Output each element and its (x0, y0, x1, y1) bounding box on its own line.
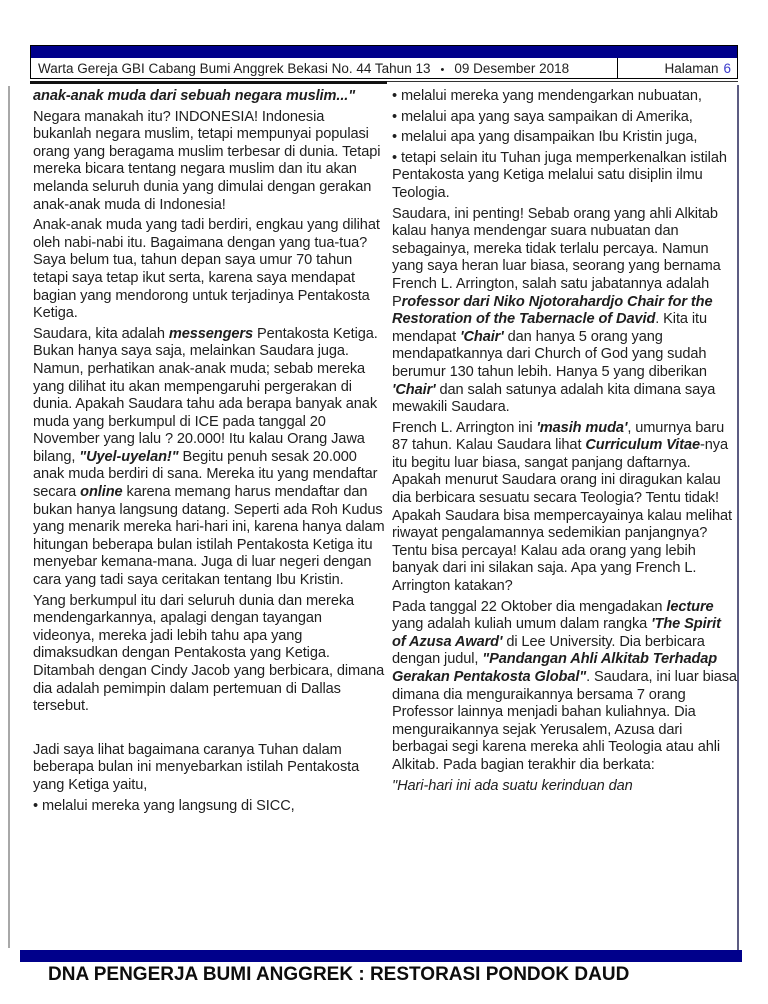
footer-navy-bar (20, 950, 742, 962)
left-column (33, 88, 385, 948)
paragraph: Saudara, kita adalah messengers Pentakosta Ketiga. Bukan hanya saya saja, melainkan Saudara juga. Namun, perhatikan anak-anak muda; sebab mereka yang dilihat itu akan mempengaruhi pergerakan di dunia. Apakah Saudara tahu ada berapa banyak anak muda yang berkumpul di ICE pada tanggal 20 November yang lalu ? 20.000! Itu kalau Orang Jawa bilang, "Uyel-uyelan!" Begitu penuh sesak 20.000 anak muda berdiri di sana. Mereka itu yang mendaftar secara online karena memang harus mendaftar dan bukan hanya langsung datang. Seperti ada Roh Kudus yang menarik mereka hari-hari ini, karena hanya dalam hitungan beberapa bulan istilah Pentakosta Ketiga itu menyebar kemana-mana. Juga di luar negeri dengan cara yang tadi saya ceritakan tentang Ibu Kristin. (33, 325, 385, 589)
page-header (30, 45, 738, 79)
paragraph: • melalui mereka yang langsung di SICC, (33, 797, 295, 814)
paragraph: French L. Arrington ini 'masih muda', umurnya baru 87 tahun. Kalau Saudara lihat Curriculum Vitae-nya itu begitu luar biasa, sangat panjang daftarnya. Apakah menurut Saudara orang ini diragukan kalau dia berbicara sesuatu secara Teologia? Tentu tidak! Apakah Saudara bisa mempercayainya kalau melihat riwayat pengalamannya sedemikian panjangnya? Tentu bisa percaya! Kalau ada orang yang lebih banyak dari ini silakan saja. Apa yang French L. Arrington katakan? (392, 419, 732, 595)
paragraph: • melalui apa yang saya sampaikan di Amerika, (392, 108, 693, 125)
page-number: 6 (723, 61, 731, 76)
paragraph: • melalui mereka yang mendengarkan nubuatan, (392, 88, 702, 104)
page-label: Halaman (664, 61, 719, 76)
newsletter-title (31, 61, 617, 76)
article-body (33, 88, 737, 948)
paragraph: Negara manakah itu? INDONESIA! Indonesia bukanlah negara muslim, tetapi mempunyai populasi orang yang beragama muslim terbesar di dunia. Tetapi mereka bicara tentang negara muslim dan itu akan melanda seluruh dunia yang dimulai dengan gerakan anak-anak muda di Indonesia! (33, 108, 381, 213)
paragraph: • tetapi selain itu Tuhan juga memperkenalkan istilah Pentakosta yang Ketiga melalui satu disiplin ilmu Teologia. (392, 149, 727, 201)
paragraph: Jadi saya lihat bagaimana caranya Tuhan dalam beberapa bulan ini menyebarkan istilah Pentakosta yang Ketiga yaitu, (33, 741, 360, 793)
title-bullet: • (440, 64, 445, 76)
paragraph: "Hari-hari ini ada suatu kerinduan dan (392, 777, 633, 794)
scan-artifact-line (8, 86, 10, 948)
page-edge-line (737, 85, 739, 950)
paragraph: Anak-anak muda yang tadi berdiri, engkau yang dilihat oleh nabi-nabi itu. Bagaimana dengan yang tua-tua? Saya belum tua, tahun depan saya umur 70 tahun tetapi saya tetap ikut serta, karena saya mendapat bagian yang mendorong untuk terjadinya Pentakosta Ketiga. (33, 217, 380, 322)
header-navy-bar (31, 46, 737, 58)
paragraph: • melalui apa yang disampaikan Ibu Kristin juga, (392, 129, 698, 146)
paragraph: anak-anak muda dari sebuah negara muslim..." (33, 88, 356, 104)
paragraph: Yang berkumpul itu dari seluruh dunia dan mereka mendengarkannya, apalagi dengan tayangan videonya, mereka jadi lebih tahu apa yang dimaksudkan dengan Pentakosta yang Ketiga. Ditambah dengan Cindy Jacob yang berbicara, dimana dia adalah pemimpin dalam pertemuan di Dallas tersebut. (33, 592, 385, 715)
footer-slogan: DNA PENGERJA BUMI ANGGREK : RESTORASI PONDOK DAUD (48, 964, 630, 985)
page-indicator (617, 58, 737, 79)
paragraph: Saudara, ini penting! Sebab orang yang ahli Alkitab kalau hanya mendengar suara nubuatan dan sebagainya, mereka tidak terlalu percaya. Namun yang saya heran luar biasa, seorang yang bernama French L. Arrington, salah satu jabatannya adalah Professor dari Niko Njotorahardjo Chair for the Restoration of the Tabernacle of David. Kita itu mendapat 'Chair' dan hanya 5 orang yang mendapatkannya dari Church of God yang sudah berumur 130 tahun lebih. Hanya 5 yang diberikan 'Chair' dan salah satunya adalah kita dimana saya mewakili Saudara. (392, 205, 721, 416)
newsletter-date: 09 Desember 2018 (454, 61, 570, 76)
right-column (392, 88, 737, 948)
header-divider-thick-line (30, 81, 387, 84)
paragraph: Pada tanggal 22 Oktober dia mengadakan lecture yang adalah kuliah umum dalam rangka 'The Spirit of Azusa Award' di Lee University. Dia berbicara dengan judul, "Pandangan Ahli Alkitab Terhadap Gerakan Pentakosta Global". Saudara, ini luar biasa dimana dia menguraikannya bersama 7 orang Professor lainnya menjadi bahan kuliahnya. Dia menguraikannya sejak Yerusalem, Azusa dari berbagai segi karena mereka ahli Teologia atau ahli Alkitab. Pada bagian terakhir dia berkata: (392, 598, 737, 773)
newsletter-title-text: Warta Gereja GBI Cabang Bumi Anggrek Bekasi No. 44 Tahun 13 (38, 61, 431, 76)
